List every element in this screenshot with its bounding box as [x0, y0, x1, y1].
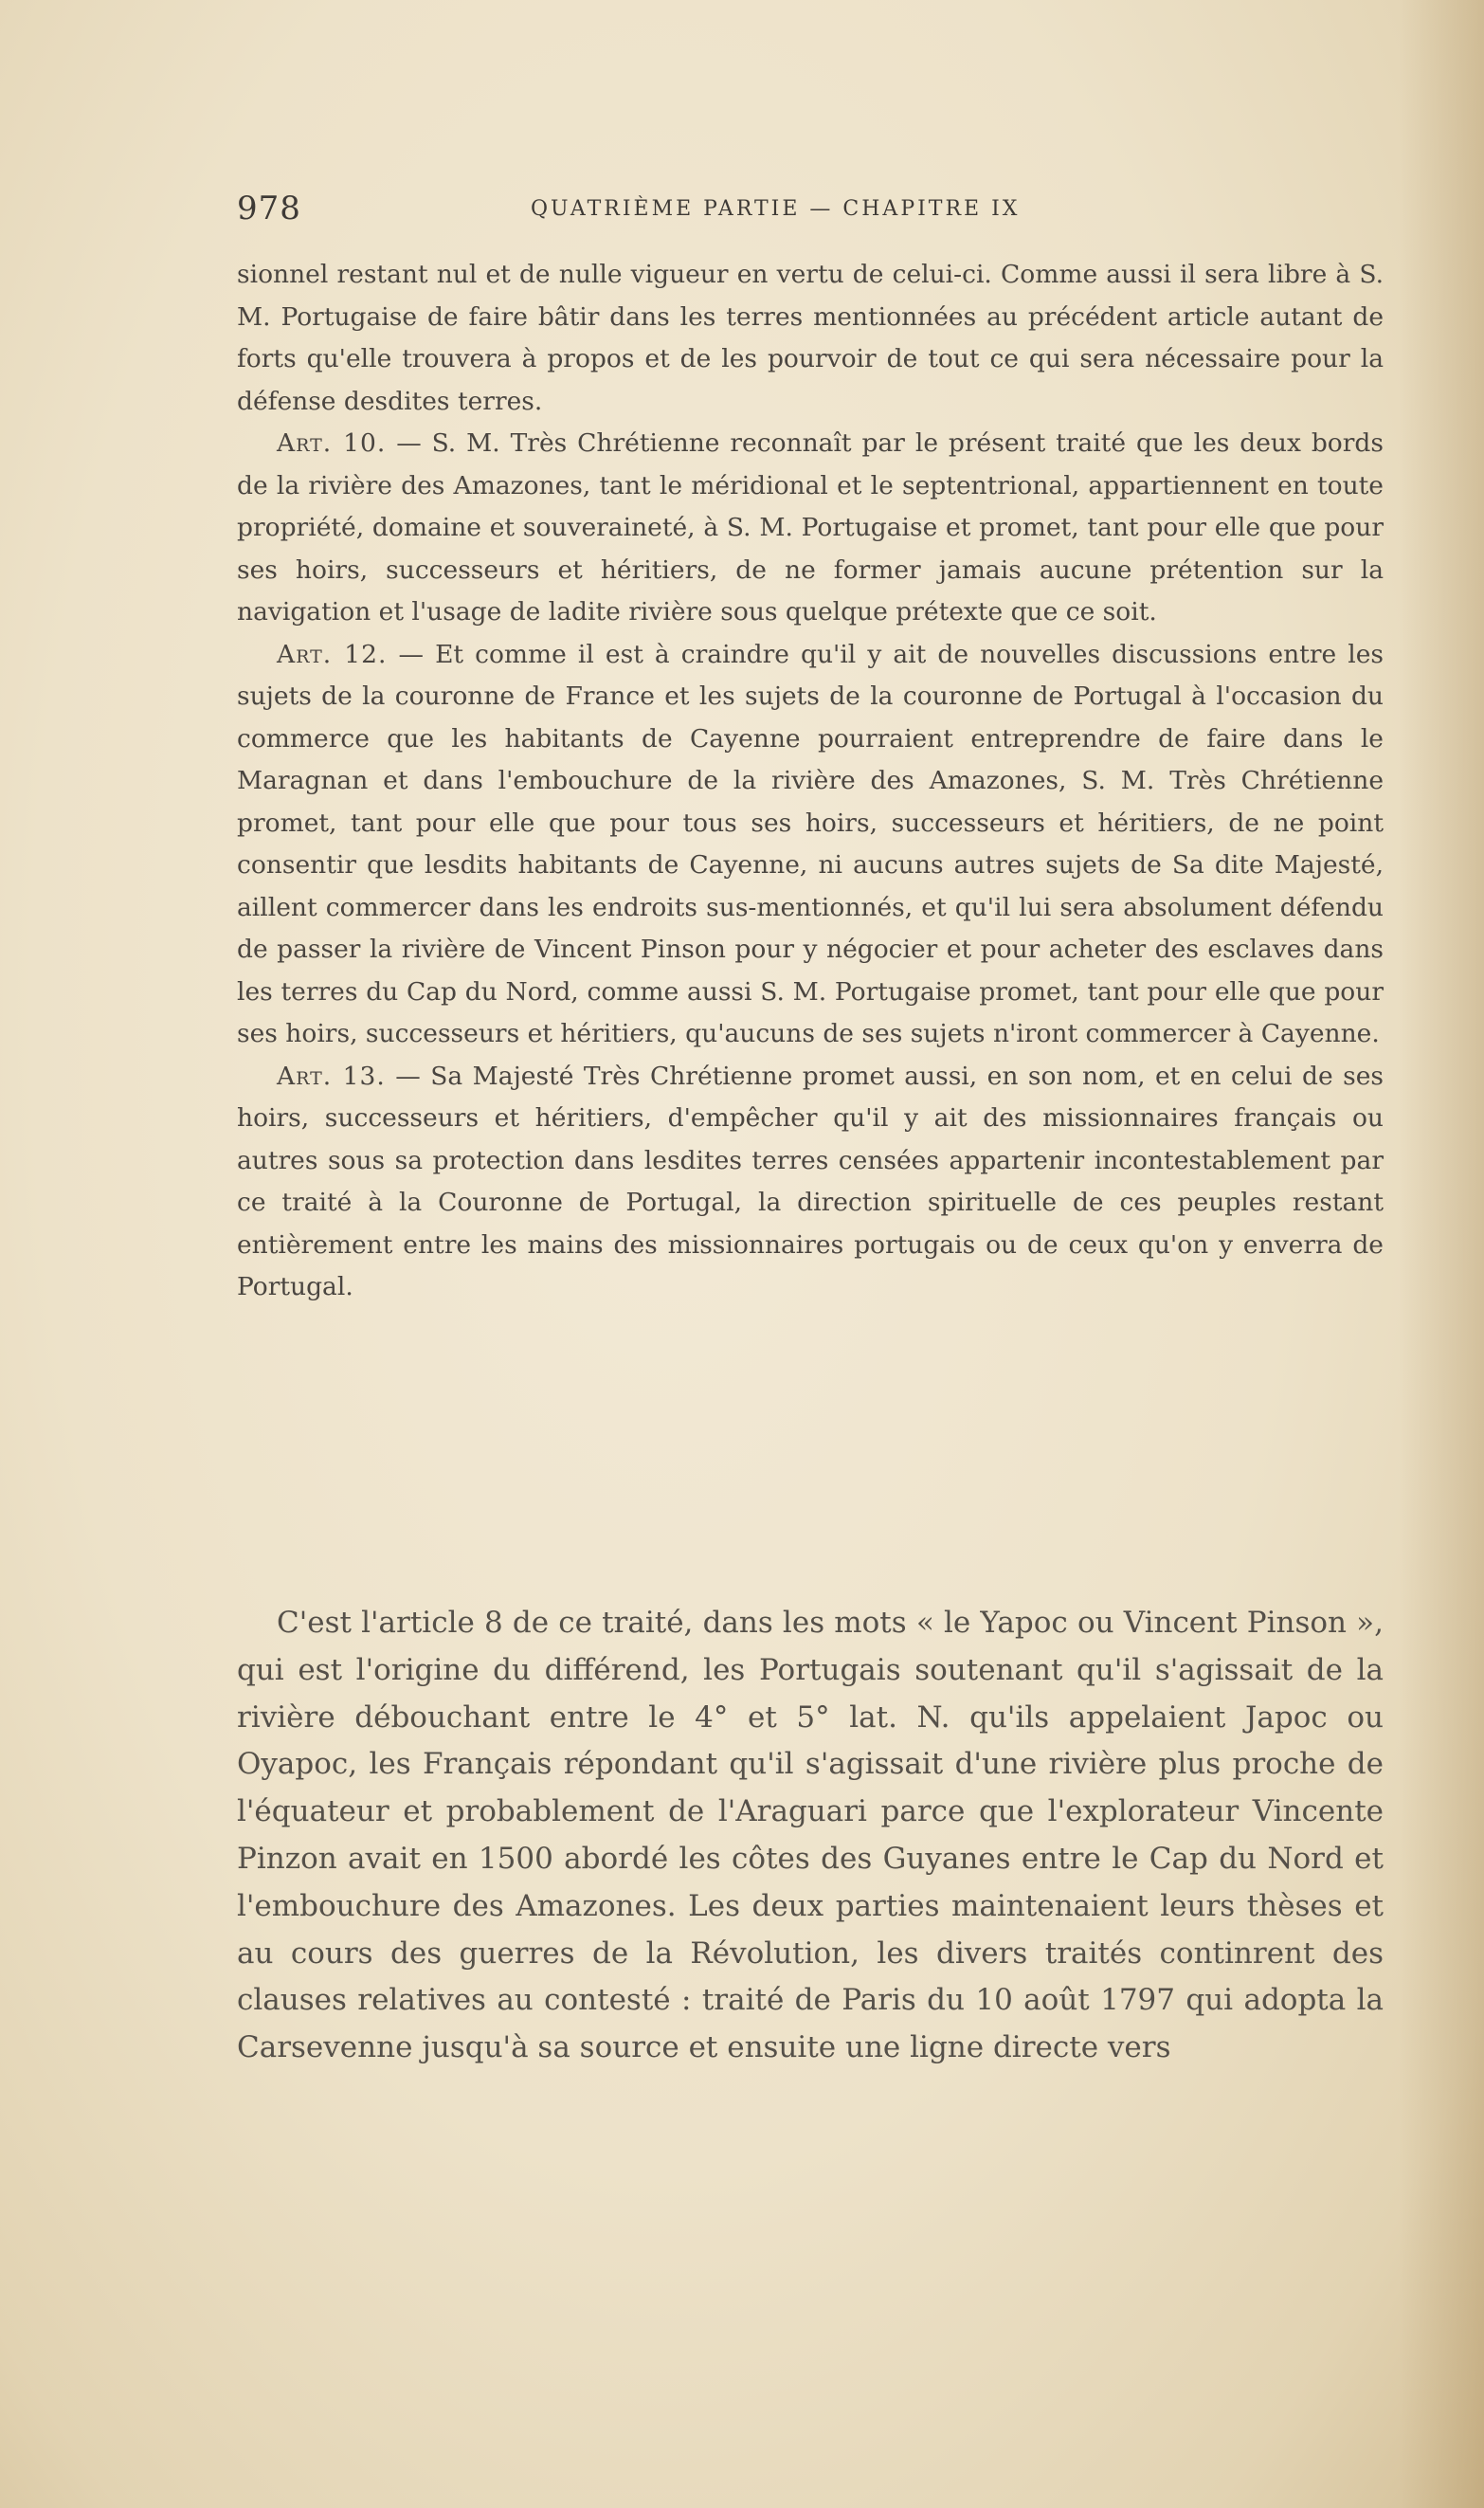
article-12: [237, 634, 1384, 1056]
article-text: — Sa Majesté Très Chrétienne promet aussi, en son nom, et en celui de ses hoirs, successeurs et héritiers, d'empêcher qu'il y ait des missionnaires français ou autres sous sa protection dans lesdites terres censées appartenir incontestablement par ce traité à la Couronne de Portugal, la direction spirituelle de ces peuples restant entièrement entre les mains des missionnaires portugais ou de ceux qu'on y enverra de Portugal.: [237, 1061, 1384, 1301]
article-label: Art. 12.: [277, 639, 388, 669]
article-label: Art. 10.: [277, 428, 387, 458]
article-10: [237, 423, 1384, 634]
page-number: 978: [237, 190, 301, 227]
article-13: [237, 1056, 1384, 1309]
page-edge-shadow: [1399, 0, 1484, 2508]
treaty-excerpt: [237, 254, 1384, 1309]
commentary-paragraph: C'est l'article 8 de ce traité, dans les mots « le Yapoc ou Vincent Pinson », qui est l'origine du différend, les Portugais soutenant qu'il s'agissait de la rivière débouchant entre le 4° et 5° lat. N. qu'ils appelaient Japoc ou Oyapoc, les Français répondant qu'il s'agissait d'une rivière plus proche de l'équateur et probablement de l'Araguari parce que l'explorateur Vincente Pinzon avait en 1500 abordé les côtes des Guyanes entre le Cap du Nord et l'embouchure des Amazones. Les deux parties maintenaient leurs thèses et au cours des guerres de la Révolution, les divers traités continrent des clauses relatives au contesté : traité de Paris du 10 août 1797 qui adopta la Carsevenne jusqu'à sa source et ensuite une ligne directe vers: [237, 1606, 1384, 2065]
article-text: — Et comme il est à craindre qu'il y ait de nouvelles discussions entre les sujets de la couronne de France et les sujets de la couronne de Portugal à l'occasion du commerce que les habitants de Cayenne pourraient entreprendre de faire dans le Maragnan et dans l'embouchure de la rivière des Amazones, S. M. Très Chrétienne promet, tant pour elle que pour tous ses hoirs, successeurs et héritiers, de ne point consentir que lesdits habitants de Cayenne, ni aucuns autres sujets de Sa dite Majesté, aillent commercer dans les endroits sus-mentionnés, et qu'il lui sera absolument défendu de passer la rivière de Vincent Pinson pour y négocier et pour acheter des esclaves dans les terres du Cap du Nord, comme aussi S. M. Portugaise promet, tant pour elle que pour ses hoirs, successeurs et héritiers, qu'aucuns de ses sujets n'iront commercer à Cayenne.: [237, 639, 1384, 1048]
article-label: Art. 13.: [277, 1061, 386, 1091]
commentary: [237, 1600, 1384, 2072]
page-header: [237, 190, 1384, 237]
treaty-continuation: sionnel restant nul et de nulle vigueur en vertu de celui-ci. Comme aussi il sera libre à S. M. Portugaise de faire bâtir dans les terres mentionnées au précédent article autant de forts qu'elle trouvera à propos et de les pourvoir de tout ce qui sera nécessaire pour la défense desdites terres.: [237, 260, 1384, 416]
article-text: — S. M. Très Chrétienne reconnaît par le présent traité que les deux bords de la rivière des Amazones, tant le méridional et le septentrional, appartiennent en toute propriété, domaine et souveraineté, à S. M. Portugaise et promet, tant pour elle que pour ses hoirs, successeurs et héritiers, de ne former jamais aucune prétention sur la navigation et l'usage de ladite rivière sous quelque prétexte que ce soit.: [237, 428, 1384, 627]
running-head: QUATRIÈME PARTIE — CHAPITRE IX: [531, 197, 1021, 221]
